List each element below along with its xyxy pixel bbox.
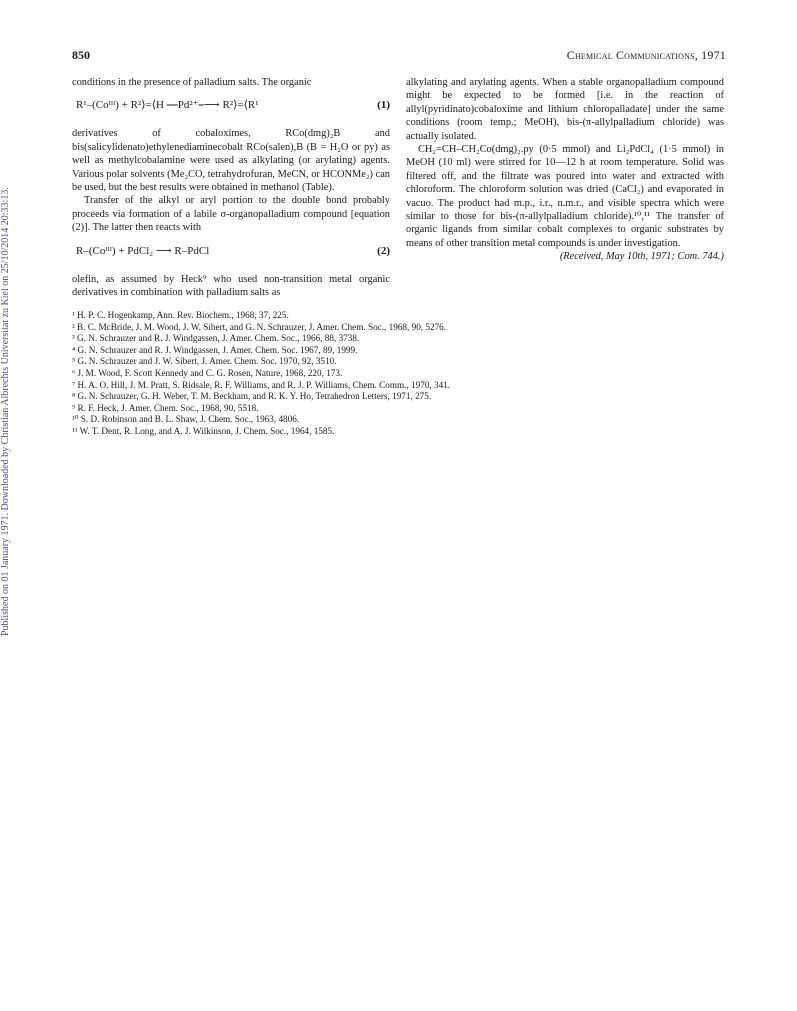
left-column xyxy=(72,76,390,299)
references xyxy=(72,310,726,438)
equation-1-body: R¹–(Coᴵᴵᴵ) + R²⟩=⟨H ⎯⎯Pd²⁺⎯⟶ R²⟩=⟨R¹ xyxy=(76,99,259,112)
reference-8: ⁸ G. N. Schrauzer, G. H. Weber, T. M. Beckham, and R. K. Y. Ho, Tetrahedron Letters, 1971, 275. xyxy=(72,391,432,402)
reference-6: ⁶ J. M. Wood, F. Scott Kennedy and C. G. Rosen, Nature, 1968, 220, 173. xyxy=(72,367,343,378)
right-column xyxy=(406,76,724,264)
equation-2 xyxy=(72,241,390,265)
reference-11: ¹¹ W. T. Dent, R. Long, and A. J. Wilkinson, J. Chem. Soc., 1964, 1585. xyxy=(72,425,335,436)
reference-3: ³ G. N. Schrauzer and R. J. Windgassen, J. Amer. Chem. Soc., 1966, 88, 3738. xyxy=(72,333,360,344)
left-paragraph-1: conditions in the presence of palladium salts. The organic xyxy=(72,77,312,88)
equation-2-body: R–(Coᴵᴵᴵ) + PdCl₂ ⟶ R–PdCl xyxy=(76,244,210,257)
equation-2-number: (2) xyxy=(377,244,390,257)
equation-1-number: (1) xyxy=(377,99,390,112)
reference-1: ¹ H. P. C. Hogenkamp, Ann. Rev. Biochem., 1968, 37, 225. xyxy=(72,310,289,320)
reference-5: ⁵ G. N. Schrauzer and J. W. Sibert, J. Amer. Chem. Soc. 1970, 92, 3510. xyxy=(72,356,337,367)
page-number: 850 xyxy=(72,48,90,62)
received-date: (Received, May 10th, 1971; Com. 744.) xyxy=(559,251,724,263)
page-header xyxy=(72,48,726,64)
reference-9: ⁹ R. F. Heck, J. Amer. Chem. Soc., 1968, 90, 5518. xyxy=(72,402,259,413)
right-paragraph-2: CH₂=CH–CH₂Co(dmg)₂.py (0·5 mmol) and Li₂PdCl₄ (1·5 mmol) in MeOH (10 ml) were stirred for 10—12 h at room temperature. Solid was filtered off, and the filtrate was poured into water and extracted with chloroform. The chloroform solution was dried (CaCl₂) and evaporated in vacuo. The product had m.p., i.r., n.m.r., and visible spectra which were similar to those for bis-(π-allylpalladium chloride).¹⁰,¹¹ The transfer of organic ligands from similar cobalt complexes to organic substrates by means of other transition metal compounds is under investigation. xyxy=(406,144,724,249)
right-paragraph-1: alkylating and arylating agents. When a stable organopalladium compound might be expected to be formed [i.e. in the reaction of allyl(pyridinato)cobaloxime and lithium chloropalladate] under the same conditions (room temp.; MeOH), bis-(π-allylpalladium chloride) was actually isolated. xyxy=(406,77,724,142)
equation-1 xyxy=(72,95,390,119)
reference-7: ⁷ H. A. O. Hill, J. M. Pratt, S. Ridsale, R. F. Williams, and R. J. P. Williams, Chem. Comm., 1970, 341. xyxy=(72,379,451,390)
left-paragraph-4: olefin, as assumed by Heck⁹ who used non-transition metal organic derivatives in combination with palladium salts as xyxy=(72,273,390,299)
left-paragraph-3: Transfer of the alkyl or aryl portion to the double bond probably proceeds via formation of a labile σ-organopalladium compound [equation (2)]. The latter then reacts with xyxy=(72,195,390,234)
reference-2: ² B. C. McBride, J. M. Wood, J. W. Sibert, and G. N. Schrauzer, J. Amer. Chem. Soc., 1968, 90, 5276. xyxy=(72,321,447,332)
left-paragraph-2: derivatives of cobaloximes, RCo(dmg)₂B and bis(salicylidenato)ethylenediaminecobalt RCo(salen),B (B = H₂O or py) as well as methylcobalamine were used as alkylating (or arylating) agents. Various polar solvents (Me₂CO, tetrahydrofuran, MeCN, or HCONMe₂) can be used, but the best results were obtained in methanol (Table). xyxy=(72,128,390,194)
reference-10: ¹⁰ S. D. Robinson and B. L. Shaw, J. Chem. Soc., 1963, 4806. xyxy=(72,414,300,425)
reference-4: ⁴ G. N. Schrauzer and R. J. Windgassen, J. Amer. Chem. Soc. 1967, 89, 1999. xyxy=(72,344,358,355)
download-watermark: Published on 01 January 1971. Downloaded by Christian Albrechts Universitat zu Kiel on 25/10/2014 20:33:13. xyxy=(0,187,11,636)
journal-title: Chemical Communications, 1971 xyxy=(566,48,726,62)
